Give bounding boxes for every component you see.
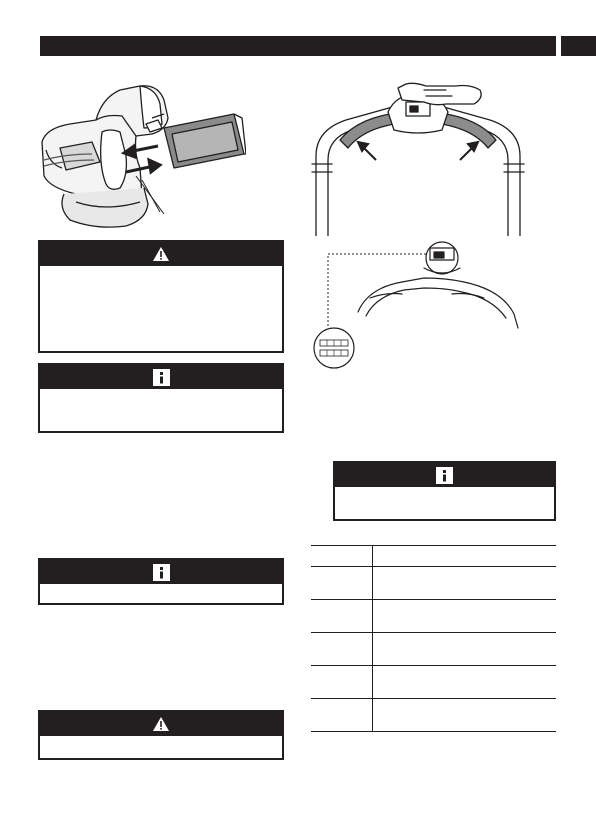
battery-level-indicator-detail bbox=[314, 328, 354, 368]
info-notice-header bbox=[335, 463, 554, 487]
warning-notice-header bbox=[40, 242, 282, 266]
table-cell bbox=[373, 600, 557, 633]
info-notice-text bbox=[40, 389, 282, 397]
handle-indicator-illustration bbox=[306, 234, 536, 370]
table-cell bbox=[311, 666, 373, 699]
info-icon bbox=[153, 564, 170, 581]
table-row bbox=[311, 633, 556, 666]
info-notice-3 bbox=[333, 461, 556, 521]
handle-lever-illustration bbox=[306, 80, 530, 236]
header-bar bbox=[40, 36, 556, 56]
warning-notice-text bbox=[40, 266, 282, 274]
info-notice-header bbox=[40, 365, 282, 389]
table-row bbox=[311, 546, 556, 567]
table-cell bbox=[311, 633, 373, 666]
warning-notice-1 bbox=[38, 240, 284, 353]
table-cell bbox=[373, 666, 557, 699]
warning-notice-text bbox=[40, 736, 282, 744]
info-notice-text bbox=[40, 584, 282, 592]
info-icon bbox=[153, 369, 170, 386]
header-page-tab bbox=[561, 36, 596, 56]
info-notice-text bbox=[335, 487, 554, 495]
table-row bbox=[311, 699, 556, 732]
warning-notice-2 bbox=[38, 710, 284, 760]
info-icon bbox=[436, 467, 453, 484]
warning-notice-header bbox=[40, 712, 282, 736]
table-row bbox=[311, 666, 556, 699]
table-row bbox=[311, 600, 556, 633]
battery-insertion-illustration bbox=[36, 84, 246, 236]
info-notice-header bbox=[40, 560, 282, 584]
info-notice-2 bbox=[38, 558, 284, 605]
table-cell bbox=[373, 546, 557, 567]
table-cell bbox=[311, 699, 373, 732]
table-cell bbox=[373, 699, 557, 732]
table-cell bbox=[311, 567, 373, 600]
table-row bbox=[311, 567, 556, 600]
spec-table bbox=[311, 545, 556, 732]
table-cell bbox=[373, 633, 557, 666]
warning-triangle-icon bbox=[152, 716, 170, 732]
warning-triangle-icon bbox=[152, 246, 170, 262]
table-cell bbox=[373, 567, 557, 600]
table-cell bbox=[311, 600, 373, 633]
info-notice-1 bbox=[38, 363, 284, 433]
table-cell bbox=[311, 546, 373, 567]
